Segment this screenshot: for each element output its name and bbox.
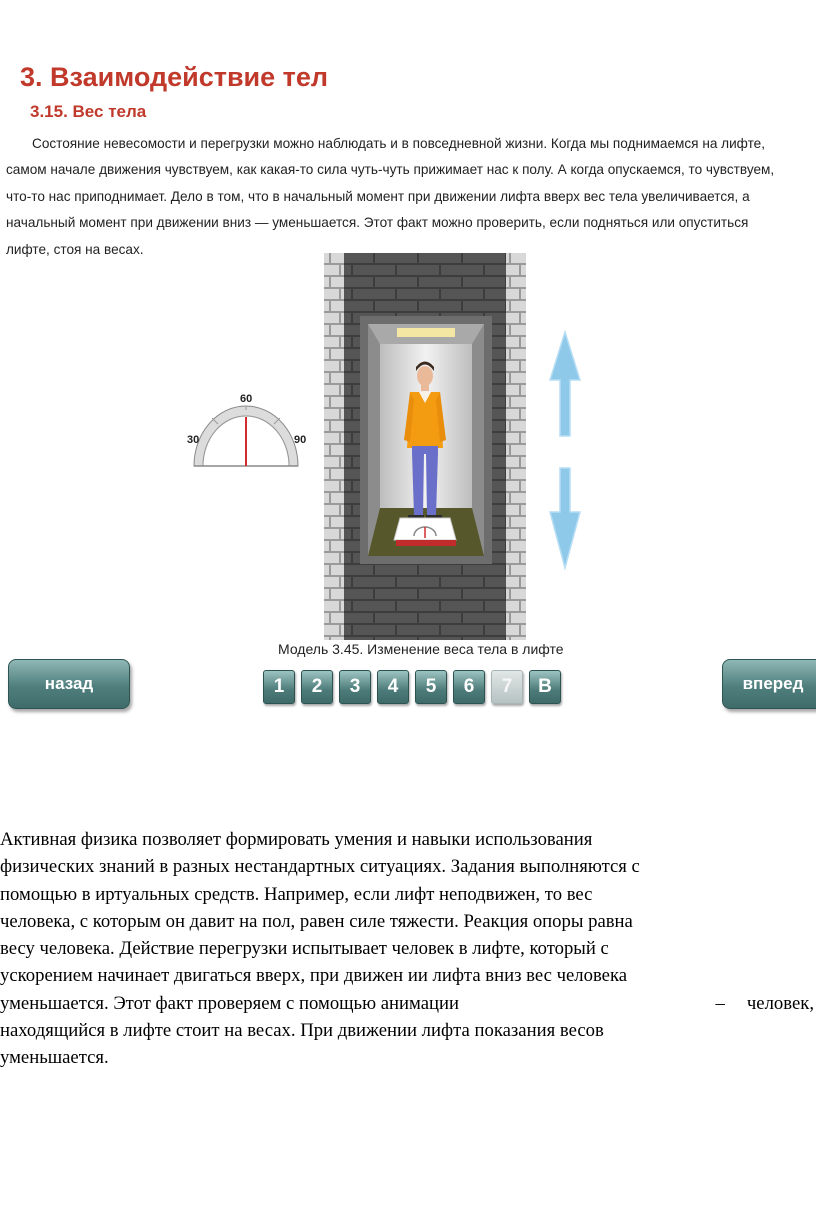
body-line-right: человек, <box>746 992 814 1014</box>
shaft-side-right <box>506 253 526 640</box>
body-line: Активная физика позволяет формировать умения и навыки использования <box>0 829 593 850</box>
intro-line: самом начале движения чувствуем, как какая-то сила чуть-чуть прижимает нас к полу. А когда опускаемся, то чувствуем, <box>6 162 775 178</box>
floor-scale <box>394 518 456 546</box>
intro-line: начальный момент при движении вниз — уменьшается. Этот факт можно проверить, если подняться или опуститься <box>6 215 749 231</box>
body-line: помощью в иртуальных средств. Например, если лифт неподвижен, то вес <box>0 883 593 905</box>
ceiling-light <box>397 328 455 337</box>
body-line: ускорением начинает двигаться вверх, при движен ии лифта вниз вес человека <box>0 965 628 987</box>
page-button-5[interactable]: 5 <box>415 670 447 704</box>
section-subtitle: 3.15. Вес тела <box>30 102 147 121</box>
scale-label-60: 60 <box>240 393 253 405</box>
page-navigation <box>263 670 561 704</box>
scale-label-30: 30 <box>187 434 200 446</box>
scale-dial-gauge <box>187 393 306 466</box>
page-button-4[interactable]: 4 <box>377 670 409 704</box>
up-arrow-icon[interactable] <box>550 332 580 436</box>
intro-line: лифте, стоя на весах. <box>6 241 144 257</box>
body-paragraph <box>0 826 816 1072</box>
figure-caption: Модель 3.45. Изменение веса тела в лифте <box>278 641 564 657</box>
body-line <box>0 990 814 1017</box>
body-line-left: уменьшается. Этот факт проверяем с помощью анимации <box>0 992 460 1014</box>
page-button-1[interactable]: 1 <box>263 670 295 704</box>
page-title: 3. Взаимодействие тел <box>20 62 329 92</box>
elevator-model-figure <box>0 240 816 640</box>
down-arrow-icon[interactable] <box>550 468 580 568</box>
page-button-6[interactable]: 6 <box>453 670 485 704</box>
body-line: физических знаний в разных нестандартных ситуациях. Задания выполняются с <box>0 856 640 878</box>
body-line: уменьшается. <box>0 1047 109 1069</box>
back-button[interactable]: назад <box>8 659 130 709</box>
intro-line: что-то нас приподнимает. Дело в том, что в начальный момент при движении лифта вверх вес тела увеличивается, а <box>6 188 750 204</box>
forward-button[interactable]: вперед <box>722 659 816 709</box>
body-line: человека, с которым он давит на пол, равен силе тяжести. Реакция опоры равна <box>0 910 633 932</box>
page-button-v[interactable]: В <box>529 670 561 704</box>
page-button-7[interactable]: 7 <box>491 670 523 704</box>
scale-label-90: 90 <box>294 434 307 446</box>
body-line-right-group <box>716 990 814 1017</box>
page-button-2[interactable]: 2 <box>301 670 333 704</box>
body-line-dash: – <box>715 992 725 1014</box>
intro-line: Состояние невесомости и перегрузки можно наблюдать и в повседневной жизни. Когда мы поднимаемся на лифте, <box>32 136 765 151</box>
body-line: весу человека. Действие перегрузки испытывает человек в лифте, который с <box>0 938 609 960</box>
body-line: находящийся в лифте стоит на весах. При движении лифта показания весов <box>0 1020 604 1042</box>
shaft-side-left <box>324 253 344 640</box>
page-button-3[interactable]: 3 <box>339 670 371 704</box>
